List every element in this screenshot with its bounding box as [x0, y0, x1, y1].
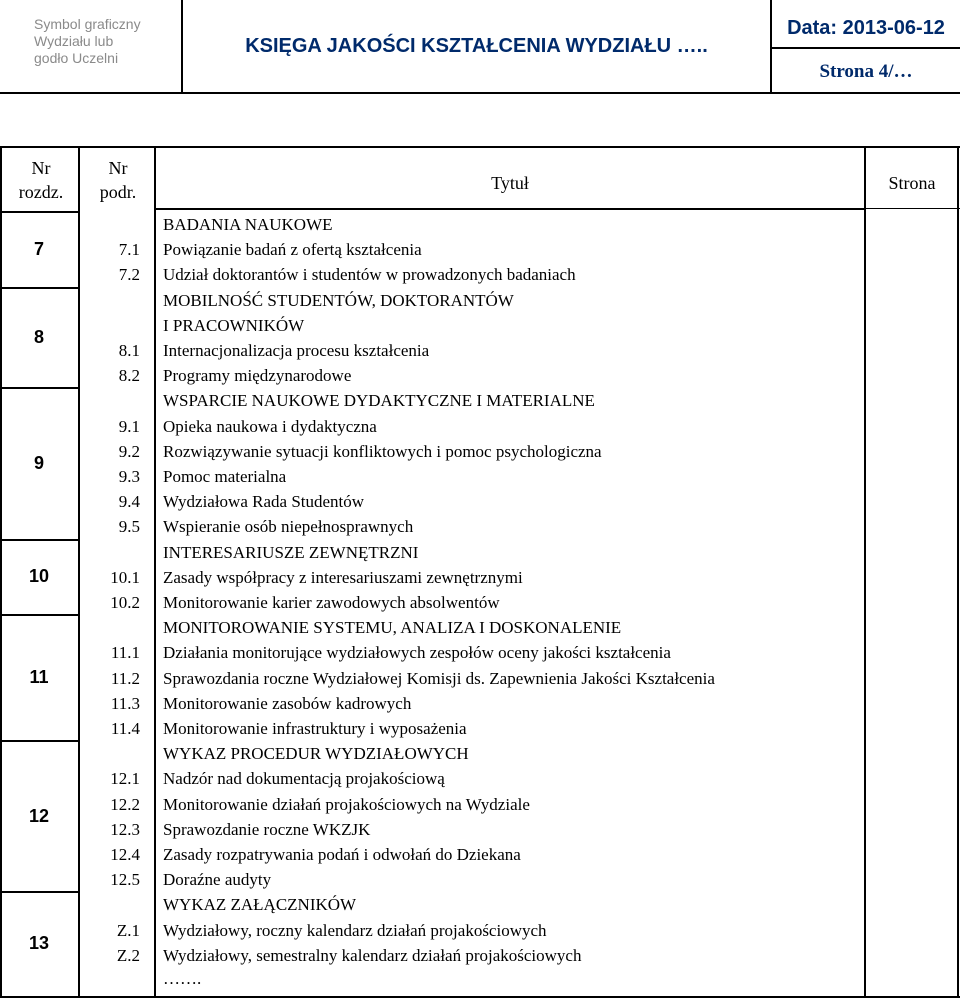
table-rule [864, 208, 960, 209]
section-heading: I PRACOWNIKÓW [163, 315, 305, 335]
entry-title: Działania monitorujące wydziałowych zespołów oceny jakości kształcenia [163, 643, 671, 663]
table-rule [0, 387, 80, 389]
table-rule [0, 614, 80, 616]
column-header-chapter [4, 156, 78, 204]
column-header-line: Nr [108, 158, 128, 178]
column-header-line: podr. [99, 182, 137, 202]
toc-entry[interactable] [0, 237, 960, 262]
entry-title: Wydziałowy, semestralny kalendarz działań projakościowych [163, 945, 582, 965]
entry-number: 7.1 [118, 240, 140, 260]
section-heading-row [0, 388, 960, 413]
logo-line: Wydziału lub [34, 33, 114, 49]
entry-title: Zasady rozpatrywania podań i odwołań do Dziekana [163, 845, 521, 864]
entry-number: 7.2 [118, 265, 140, 285]
entry-number: 12.5 [110, 870, 140, 890]
section-number: 13 [28, 933, 50, 954]
entry-number: 9.3 [118, 467, 140, 486]
entry-title: Monitorowanie infrastruktury i wyposażenia [163, 719, 467, 738]
table-of-contents [0, 146, 960, 999]
section-heading-row [0, 892, 960, 917]
entry-title: Opieka naukowa i dydaktyczna [163, 416, 377, 436]
trailer-text: ……. [163, 969, 202, 988]
table-rule [0, 740, 80, 742]
entry-title: Monitorowanie karier zawodowych absolwentów [163, 593, 500, 612]
entry-number: 10.2 [110, 593, 140, 612]
column-header-line: Nr [31, 158, 51, 178]
section-heading: WYKAZ ZAŁĄCZNIKÓW [163, 895, 357, 915]
section-heading: MOBILNOŚĆ STUDENTÓW, DOKTORANTÓW [163, 290, 514, 310]
entry-title: Doraźne audyty [163, 870, 272, 890]
entry-title: Nadzór nad dokumentacją projakościową [163, 769, 445, 789]
entry-number: 9.5 [118, 517, 140, 537]
entry-number: 9.4 [118, 492, 140, 512]
toc-entry[interactable] [0, 439, 960, 464]
toc-entry[interactable] [0, 691, 960, 716]
section-heading: MONITOROWANIE SYSTEMU, ANALIZA I DOSKONALENIE [163, 618, 622, 638]
table-rule [0, 211, 80, 213]
page-header [0, 0, 960, 94]
entry-title: Sprawozdania roczne Wydziałowej Komisji ds. Zapewnienia Jakości Kształcenia [163, 668, 715, 688]
toc-entry[interactable] [0, 842, 960, 867]
trailer-row [0, 966, 960, 991]
entry-number: Z.1 [116, 920, 140, 940]
table-rule [154, 208, 866, 210]
section-number: 12 [28, 805, 50, 826]
entry-title: Wydziałowy, roczny kalendarz działań projakościowych [163, 920, 547, 940]
entry-number: 11.1 [110, 643, 140, 663]
section-heading-row [0, 288, 960, 313]
entry-number: 10.1 [110, 567, 140, 587]
section-number: 9 [33, 453, 44, 473]
column-header-page: Strona [888, 173, 936, 193]
section-heading-row [0, 313, 960, 338]
table-rule [864, 146, 866, 997]
toc-entry[interactable] [0, 565, 960, 590]
entry-number: Z.2 [116, 945, 140, 965]
document-title: KSIĘGA JAKOŚCI KSZTAŁCENIA WYDZIAŁU ….. [245, 35, 708, 57]
section-heading-row [0, 741, 960, 766]
logo-line: godło Uczelni [34, 50, 119, 66]
toc-entry[interactable] [0, 943, 960, 968]
section-heading: BADANIA NAUKOWE [163, 215, 333, 234]
entry-number: 12.3 [110, 819, 140, 839]
table-rule [78, 146, 80, 997]
entry-title: Programy międzynarodowe [163, 366, 352, 386]
toc-entry[interactable] [0, 666, 960, 691]
entry-title: Wspieranie osób niepełnosprawnych [163, 517, 414, 537]
table-rule [0, 539, 80, 541]
section-number: 7 [33, 238, 44, 259]
table-rule [957, 146, 959, 997]
logo-line: Symbol graficzny [34, 16, 141, 32]
table-rule [154, 146, 156, 997]
toc-entry[interactable] [0, 489, 960, 514]
section-number: 8 [33, 327, 44, 347]
toc-entry[interactable] [0, 640, 960, 665]
column-header-title: Tytuł [491, 173, 529, 193]
header-divider [0, 92, 960, 94]
toc-entry[interactable] [0, 792, 960, 817]
entry-title: Monitorowanie zasobów kadrowych [163, 693, 412, 713]
toc-entry[interactable] [0, 590, 960, 615]
toc-entry[interactable] [0, 716, 960, 741]
entry-number: 11.4 [110, 719, 140, 738]
section-heading-row [0, 615, 960, 640]
entry-title: Pomoc materialna [163, 467, 287, 486]
table-rule [0, 891, 80, 893]
table-rule [0, 996, 960, 998]
toc-entry[interactable] [0, 514, 960, 539]
entry-title: Internacjonalizacja procesu kształcenia [163, 341, 430, 360]
entry-number: 12.1 [110, 769, 140, 789]
section-heading: WYKAZ PROCEDUR WYDZIAŁOWYCH [163, 744, 469, 764]
entry-title: Wydziałowa Rada Studentów [163, 492, 365, 512]
page-number: Strona 4/… [819, 61, 913, 82]
entry-title: Rozwiązywanie sytuacji konfliktowych i pomoc psychologiczna [163, 441, 602, 461]
toc-entry[interactable] [0, 338, 960, 363]
toc-entry[interactable] [0, 867, 960, 892]
table-rule [0, 287, 80, 289]
toc-entry[interactable] [0, 414, 960, 439]
entry-number: 12.4 [110, 845, 140, 864]
column-header-line: rozdz. [18, 182, 64, 202]
entry-number: 8.2 [118, 366, 140, 386]
section-heading: WSPARCIE NAUKOWE DYDAKTYCZNE I MATERIALNE [163, 391, 595, 411]
toc-entry[interactable] [0, 262, 960, 287]
toc-entry[interactable] [0, 766, 960, 791]
section-number: 10 [28, 566, 50, 587]
column-header-subchapter [84, 156, 152, 204]
table-rule [0, 146, 960, 148]
entry-title: Powiązanie badań z ofertą kształcenia [163, 240, 422, 260]
section-number: 11 [29, 667, 49, 688]
toc-entry[interactable] [0, 918, 960, 943]
entry-title: Udział doktorantów i studentów w prowadzonych badaniach [163, 265, 576, 285]
toc-entry[interactable] [0, 363, 960, 388]
entry-title: Monitorowanie działań projakościowych na Wydziale [163, 794, 530, 814]
toc-entry[interactable] [0, 817, 960, 842]
table-rule [0, 146, 2, 997]
document-date: Data: 2013-06-12 [787, 17, 945, 39]
section-heading-row [0, 540, 960, 565]
entry-title: Sprawozdanie roczne WKZJK [163, 819, 371, 839]
toc-entry[interactable] [0, 464, 960, 489]
entry-title: Zasady współpracy z interesariuszami zewnętrznymi [163, 567, 523, 587]
section-heading: INTERESARIUSZE ZEWNĘTRZNI [163, 542, 419, 562]
section-heading-row [0, 212, 960, 237]
entry-number: 8.1 [118, 341, 140, 360]
entry-number: 9.1 [118, 416, 140, 436]
entry-number: 9.2 [118, 441, 140, 461]
entry-number: 11.3 [110, 693, 140, 713]
entry-number: 12.2 [110, 794, 140, 814]
entry-number: 11.2 [110, 668, 140, 688]
logo-placeholder [2, 0, 182, 94]
